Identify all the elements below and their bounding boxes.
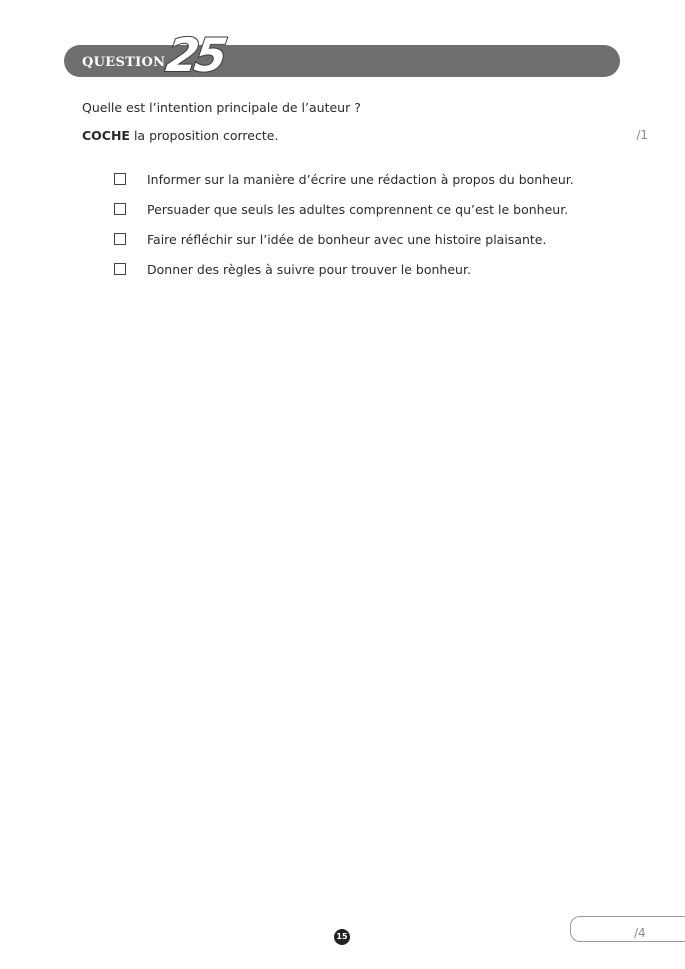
instruction xyxy=(82,128,278,143)
question-label: QUESTION xyxy=(82,55,166,70)
option-2 xyxy=(114,194,574,224)
question-number: 25 xyxy=(163,28,227,82)
option-3 xyxy=(114,224,574,254)
option-2-label: Persuader que seuls les adultes comprennent ce qu’est le bonheur. xyxy=(147,201,569,217)
option-4-label: Donner des règles à suivre pour trouver le bonheur. xyxy=(147,261,471,277)
option-3-checkbox[interactable] xyxy=(114,233,126,245)
option-1 xyxy=(114,164,574,194)
option-1-label: Informer sur la manière d’écrire une rédaction à propos du bonheur. xyxy=(147,171,574,187)
option-3-label: Faire réfléchir sur l’idée de bonheur avec une histoire plaisante. xyxy=(147,231,547,247)
question-prompt: Quelle est l’intention principale de l’auteur ? xyxy=(82,100,361,115)
total-score-box xyxy=(570,916,685,942)
option-1-checkbox[interactable] xyxy=(114,173,126,185)
question-score: /1 xyxy=(636,128,648,142)
option-2-checkbox[interactable] xyxy=(114,203,126,215)
option-4-checkbox[interactable] xyxy=(114,263,126,275)
instruction-verb: COCHE xyxy=(82,128,130,143)
instruction-text: la proposition correcte. xyxy=(129,128,279,143)
page-number: 15 xyxy=(334,929,350,945)
total-score: /4 xyxy=(634,926,646,940)
option-4 xyxy=(114,254,574,284)
options-list xyxy=(114,164,574,284)
